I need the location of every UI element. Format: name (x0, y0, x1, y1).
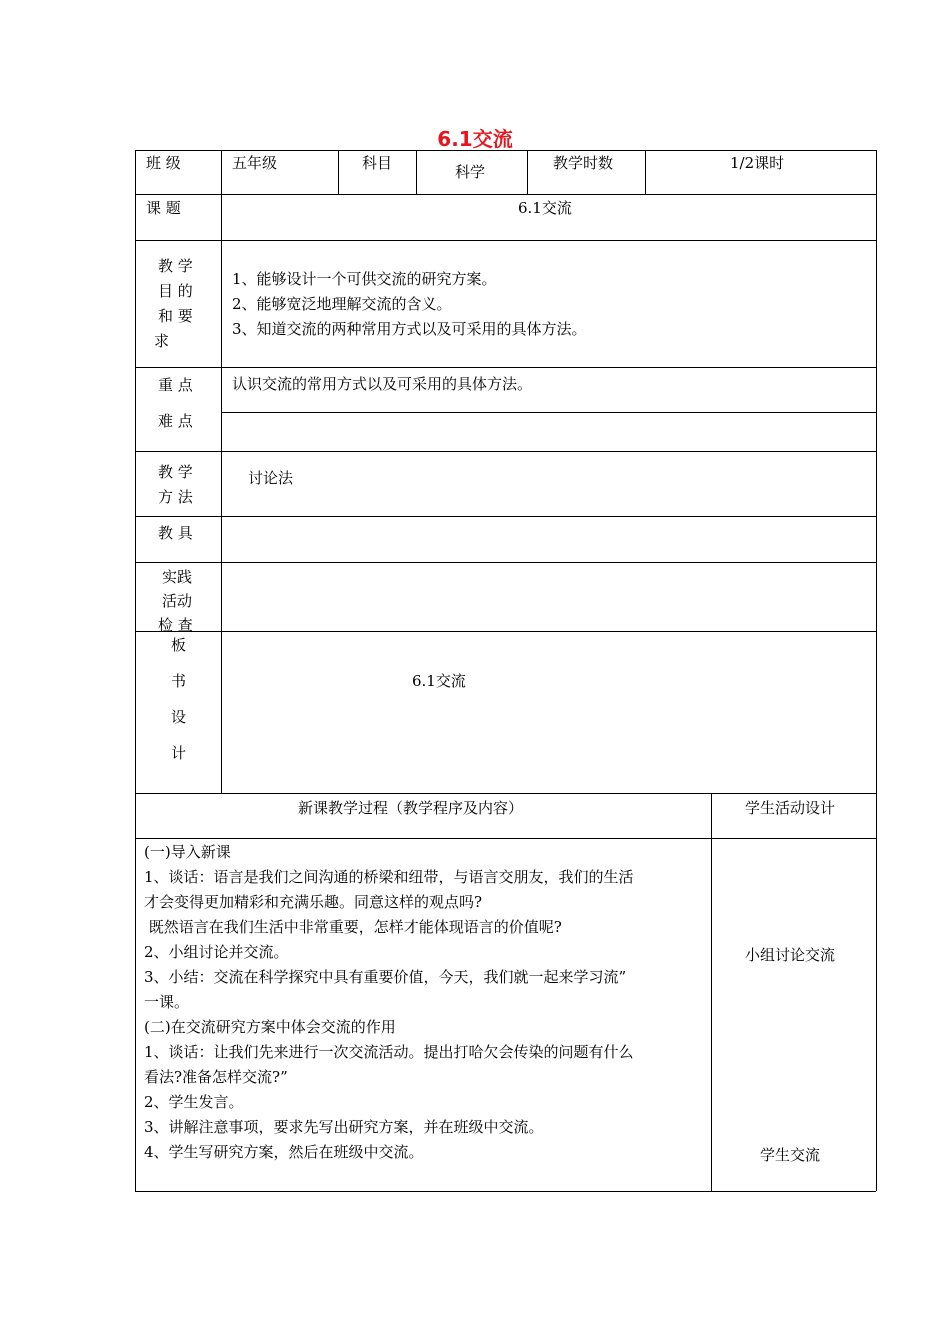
subject-value: 科学 (455, 163, 486, 181)
process-line: (一)导入新课 (144, 843, 231, 861)
document-title: 6.1交流 (437, 127, 513, 151)
goal-item-3: 3、知道交流的两种常用方式以及可采用的具体方法。 (232, 320, 587, 338)
process-line: 2、小组讨论并交流。 (144, 943, 289, 961)
goal-item-1: 1、能够设计一个可供交流的研究方案。 (232, 270, 497, 288)
activity-2: 学生交流 (760, 1146, 821, 1164)
activity-header: 学生活动设计 (745, 799, 836, 817)
method-label-1: 教 学 (158, 463, 193, 481)
class-value: 五年级 (232, 154, 278, 172)
goals-label-3: 和 要 (158, 307, 193, 325)
method-label-2: 方 法 (158, 488, 193, 506)
subject-label: 科目 (362, 154, 393, 172)
board-label-1: 板 (171, 636, 187, 654)
process-line: 看法?准备怎样交流?” (144, 1068, 288, 1086)
board-value: 6.1交流 (412, 672, 466, 690)
process-line: 1、谈话：语言是我们之间沟通的桥梁和纽带，与语言交朋友，我们的生活 (144, 868, 634, 886)
topic-value: 6.1交流 (518, 199, 572, 217)
hours-value: 1/2课时 (730, 154, 785, 172)
topic-label: 课 题 (146, 199, 181, 217)
method-value: 讨论法 (248, 469, 294, 487)
goal-item-2: 2、能够宽泛地理解交流的含义。 (232, 295, 452, 313)
goals-label-4: 求 (154, 332, 170, 350)
process-line: 3、小结：交流在科学探究中具有重要价值，今天，我们就一起来学习流” (144, 968, 627, 986)
process-line: 1、谈话：让我们先来进行一次交流活动。提出打哈欠会传染的问题有什么 (144, 1043, 634, 1061)
board-label-4: 计 (171, 744, 187, 762)
difficult-point-label: 难 点 (158, 412, 193, 430)
process-line: 4、学生写研究方案，然后在班级中交流。 (144, 1143, 424, 1161)
hours-label: 教学时数 (553, 154, 614, 172)
key-point-value: 认识交流的常用方式以及可采用的具体方法。 (232, 375, 533, 393)
process-line: 2、学生发言。 (144, 1093, 244, 1111)
process-header: 新课教学过程（教学程序及内容） (298, 799, 524, 817)
key-point-label: 重 点 (158, 376, 193, 394)
process-line: 3、讲解注意事项，要求先写出研究方案，并在班级中交流。 (144, 1118, 544, 1136)
goals-label-2: 目 的 (158, 282, 193, 300)
process-line: 既然语言在我们生活中非常重要，怎样才能体现语言的价值呢? (144, 918, 562, 936)
goals-label-1: 教 学 (158, 257, 193, 275)
activity-1: 小组讨论交流 (745, 946, 836, 964)
process-line: 才会变得更加精彩和充满乐趣。同意这样的观点吗? (144, 893, 483, 911)
class-label: 班 级 (146, 154, 181, 172)
board-label-2: 书 (171, 672, 187, 690)
board-label-3: 设 (171, 708, 187, 726)
practice-label: 实践 活动 检 查 (158, 568, 193, 631)
tools-label: 教 具 (158, 524, 193, 542)
process-line: (二)在交流研究方案中体会交流的作用 (144, 1018, 396, 1036)
process-content (144, 840, 634, 1165)
process-line: 一课。 (144, 993, 190, 1011)
